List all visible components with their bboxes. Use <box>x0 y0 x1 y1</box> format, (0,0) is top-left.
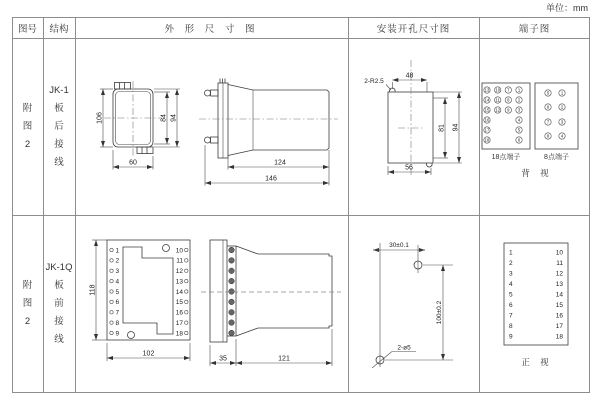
t18-label: 18点端子 <box>491 154 521 161</box>
jk1q-outline-drawing <box>75 215 348 393</box>
svg-text:4: 4 <box>115 278 120 286</box>
svg-text:7: 7 <box>509 312 513 320</box>
terminal-8pt <box>535 83 578 161</box>
dim-118: 118 <box>89 284 97 296</box>
svg-text:2: 2 <box>115 257 120 265</box>
jk1q-side-view <box>201 240 341 366</box>
svg-text:1: 1 <box>115 247 120 255</box>
svg-text:6: 6 <box>546 104 550 110</box>
row1-figure-no: 附 图 2 <box>22 102 33 150</box>
svg-text:9: 9 <box>509 333 513 341</box>
svg-text:3: 3 <box>517 107 521 113</box>
svg-text:12: 12 <box>495 107 501 113</box>
svg-text:11: 11 <box>556 260 563 267</box>
svg-text:2: 2 <box>560 104 564 110</box>
svg-text:2: 2 <box>509 260 513 267</box>
svg-text:17: 17 <box>175 319 183 327</box>
svg-text:3: 3 <box>115 268 120 276</box>
col-header-structure: 结构 <box>49 23 69 35</box>
svg-text:3: 3 <box>560 119 564 125</box>
notch-label: 2-R2.5 <box>364 78 384 85</box>
dim-94: 94 <box>170 114 178 122</box>
svg-text:4: 4 <box>517 117 521 123</box>
jk1-mounting-drawing <box>348 38 479 215</box>
dim-100: 100±0.2 <box>436 300 443 325</box>
svg-text:9: 9 <box>115 330 120 338</box>
svg-text:6: 6 <box>509 302 513 309</box>
dim-81: 81 <box>438 124 446 132</box>
jk1-terminal-diagram <box>479 38 590 215</box>
row2-figure-no: 附 图 2 <box>22 280 33 327</box>
svg-text:16: 16 <box>484 117 490 123</box>
svg-text:8: 8 <box>509 323 513 330</box>
svg-text:13: 13 <box>484 87 490 93</box>
dim-146: 146 <box>265 175 277 183</box>
dim-124: 124 <box>274 159 286 167</box>
svg-text:8: 8 <box>115 319 120 327</box>
svg-text:15: 15 <box>555 302 563 309</box>
jk1-outline-drawing <box>75 38 348 215</box>
svg-text:5: 5 <box>546 90 550 96</box>
dim-84: 84 <box>160 114 168 122</box>
svg-text:2: 2 <box>517 97 521 103</box>
svg-text:14: 14 <box>484 97 490 103</box>
svg-text:10: 10 <box>495 87 501 93</box>
hole-label: 2-ø5 <box>397 344 411 352</box>
svg-text:13: 13 <box>555 281 563 288</box>
dim-94-cutout: 94 <box>452 123 460 132</box>
svg-text:7: 7 <box>115 309 120 317</box>
col-header-mounting: 安装开孔尺寸图 <box>376 23 451 35</box>
svg-text:16: 16 <box>555 312 563 320</box>
dim-30: 30±0.1 <box>389 242 409 249</box>
dim-102: 102 <box>142 350 155 358</box>
svg-text:8: 8 <box>546 133 550 139</box>
dim-56: 56 <box>405 164 413 172</box>
svg-text:4: 4 <box>560 133 564 139</box>
t8-label: 8点端子 <box>544 154 569 161</box>
svg-text:4: 4 <box>509 281 513 288</box>
row2-structure: JK-1Q 板 前 接 线 <box>45 262 73 345</box>
svg-text:5: 5 <box>115 288 120 296</box>
svg-text:15: 15 <box>484 107 490 113</box>
svg-text:12: 12 <box>175 268 183 276</box>
svg-text:14: 14 <box>555 291 563 299</box>
svg-text:5: 5 <box>517 127 521 133</box>
svg-text:18: 18 <box>484 137 490 143</box>
rear-view-label: 背 视 <box>521 168 553 178</box>
svg-text:13: 13 <box>175 278 183 286</box>
dim-121: 121 <box>278 355 290 363</box>
jk1-side-view <box>199 79 338 186</box>
svg-text:11: 11 <box>176 257 183 265</box>
svg-text:17: 17 <box>555 323 563 330</box>
svg-text:9: 9 <box>507 107 510 113</box>
svg-text:6: 6 <box>115 299 120 307</box>
svg-text:7: 7 <box>546 119 550 125</box>
unit-label: 单位：mm <box>546 3 588 13</box>
dim-106: 106 <box>96 112 104 124</box>
svg-text:8: 8 <box>507 97 510 103</box>
jk1q-front-view <box>90 240 191 361</box>
svg-text:7: 7 <box>507 87 510 93</box>
col-header-outline: 外 形 尺 寸 图 <box>164 23 259 35</box>
svg-text:14: 14 <box>175 288 183 296</box>
col-header-figure-no: 图号 <box>17 23 37 35</box>
svg-text:6: 6 <box>517 137 521 143</box>
svg-text:15: 15 <box>175 299 183 307</box>
front-view-label: 正 视 <box>521 357 553 367</box>
dim-35: 35 <box>219 355 227 363</box>
svg-text:18: 18 <box>175 330 183 338</box>
svg-text:11: 11 <box>495 97 500 103</box>
row1-structure: JK-1 板 后 接 线 <box>49 84 69 168</box>
terminal-18pt <box>482 83 530 161</box>
svg-text:1: 1 <box>560 90 564 96</box>
dim-60: 60 <box>129 159 137 167</box>
svg-text:10: 10 <box>555 249 563 257</box>
svg-text:1: 1 <box>509 249 513 257</box>
svg-text:5: 5 <box>509 291 513 299</box>
col-header-terminal: 端子图 <box>518 23 551 35</box>
jk1-front-view <box>97 81 181 170</box>
svg-text:10: 10 <box>175 247 183 255</box>
svg-text:12: 12 <box>555 270 563 278</box>
dim-48: 48 <box>405 72 414 80</box>
jk1q-mounting-drawing <box>348 215 479 393</box>
jk1q-terminal-diagram <box>479 215 590 393</box>
svg-text:1: 1 <box>517 87 521 93</box>
svg-text:16: 16 <box>175 309 183 317</box>
svg-text:17: 17 <box>484 127 490 133</box>
svg-text:18: 18 <box>555 333 563 341</box>
svg-text:3: 3 <box>509 270 513 278</box>
